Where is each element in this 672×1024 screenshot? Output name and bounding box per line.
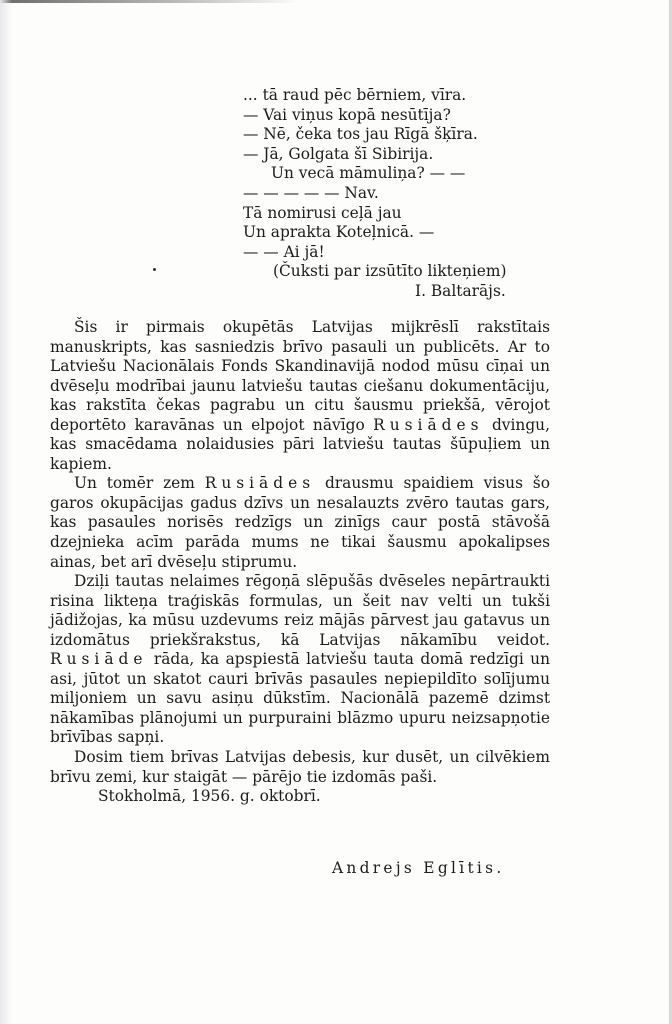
paragraph-text: Dziļi tautas nelaimes rēgoņā slēpušās dvēseles nepārtraukti risina likteņa traģiskās formulas, un šeit nav velti un tukši jādižojas, ka mūsu uzdevums reiz mājās pārvest jau gatavus un izdomātus priekšrakstus, kā Latvijas nākamību veidot.	[50, 572, 550, 649]
paragraph-1	[50, 318, 550, 474]
paragraph-text: dvingu, kas smacēdama nolaidusies pāri latviešu tautas šūpuļiem un kapiem.	[50, 415, 550, 473]
poem-line: — — — — — Nav.	[243, 183, 379, 202]
paragraph-text: Šis ir pirmais okupētās Latvijas mijkrēslī rakstītais manuskripts, kas sasniedzis brīvo pasauli un publicēts. Ar to Latviešu Nacionālais Fonds Skandinavijā nodod mūsu cīņai un dvēseļu modrībai jaunu latviešu tautas ciešanu dokumentāciju, kas rakstīta čekas pagrabu un citu šausmu priekšā, vērojot deportēto karavānas un elpojot nāvīgo	[50, 318, 550, 434]
poem-line: — Nē, čeka tos jau Rīgā šķīra.	[243, 125, 478, 144]
spaced-title: Rusiādes	[204, 474, 316, 493]
foreword-text	[50, 318, 550, 807]
scan-speck	[153, 268, 156, 271]
paragraph-4: Dosim tiem brīvas Latvijas debesis, kur dusēt, un cilvēkiem brīvu zemi, kur staigāt — pārējo tie izdomās paši.	[50, 748, 550, 786]
paragraph-text: rāda, ka apspiestā latviešu tauta domā redzīgi un asi, jūtot un skatot cauri brīvās pasaules nepiepildīto solījumu miljoniem un savu asiņu dūkstīm. Nacionālā pazemē dzimst nākamības plānojumi un purpuraini blāzmo upuru neizsapņotie brīvības sapņi.	[50, 650, 550, 747]
spaced-title: Rusiāde	[50, 650, 148, 669]
paragraph-text: Un tomēr zem	[74, 474, 195, 493]
poem-line: ... tā raud pēc bērniem, vīra.	[243, 86, 467, 104]
epigraph-poem	[243, 86, 507, 302]
poem-line: Un aprakta Koteļnicā. —	[243, 223, 435, 242]
poem-line: — Jā, Golgata šī Sibirija.	[243, 144, 434, 163]
scan-top-edge	[0, 0, 300, 3]
poem-source: (Čuksti par izsūtīto likteņiem)	[273, 262, 507, 281]
poem-line: — — Ai jā!	[243, 242, 325, 261]
paragraph-text: drausmu spaidiem visus šo garos okupācijas gadus dzīvs un nesalauzts zvēro tautas gars, kas pasaules norisēs redzīgs un zinīgs caur postā stāvošā dzejnieka acīm parāda mums ne tikai šausmu apokalipses ainas, bet arī dvēseļu stiprumu.	[50, 474, 550, 571]
paragraph-3	[50, 572, 550, 748]
signature: Andrejs Eglītis.	[332, 859, 505, 877]
date-line: Stokholmā, 1956. g. oktobrī.	[98, 787, 321, 806]
spaced-title: Rusiādes	[373, 415, 484, 434]
poem-line: — Vai viņus kopā nesūtīja?	[243, 105, 451, 124]
scan-left-edge	[0, 0, 12, 1024]
poem-author: I. Baltarājs.	[415, 281, 506, 300]
paragraph-2	[50, 474, 550, 572]
poem-line: Un vecā māmuliņa? — —	[271, 164, 466, 183]
poem-line: Tā nomirusi ceļā jau	[243, 203, 402, 222]
